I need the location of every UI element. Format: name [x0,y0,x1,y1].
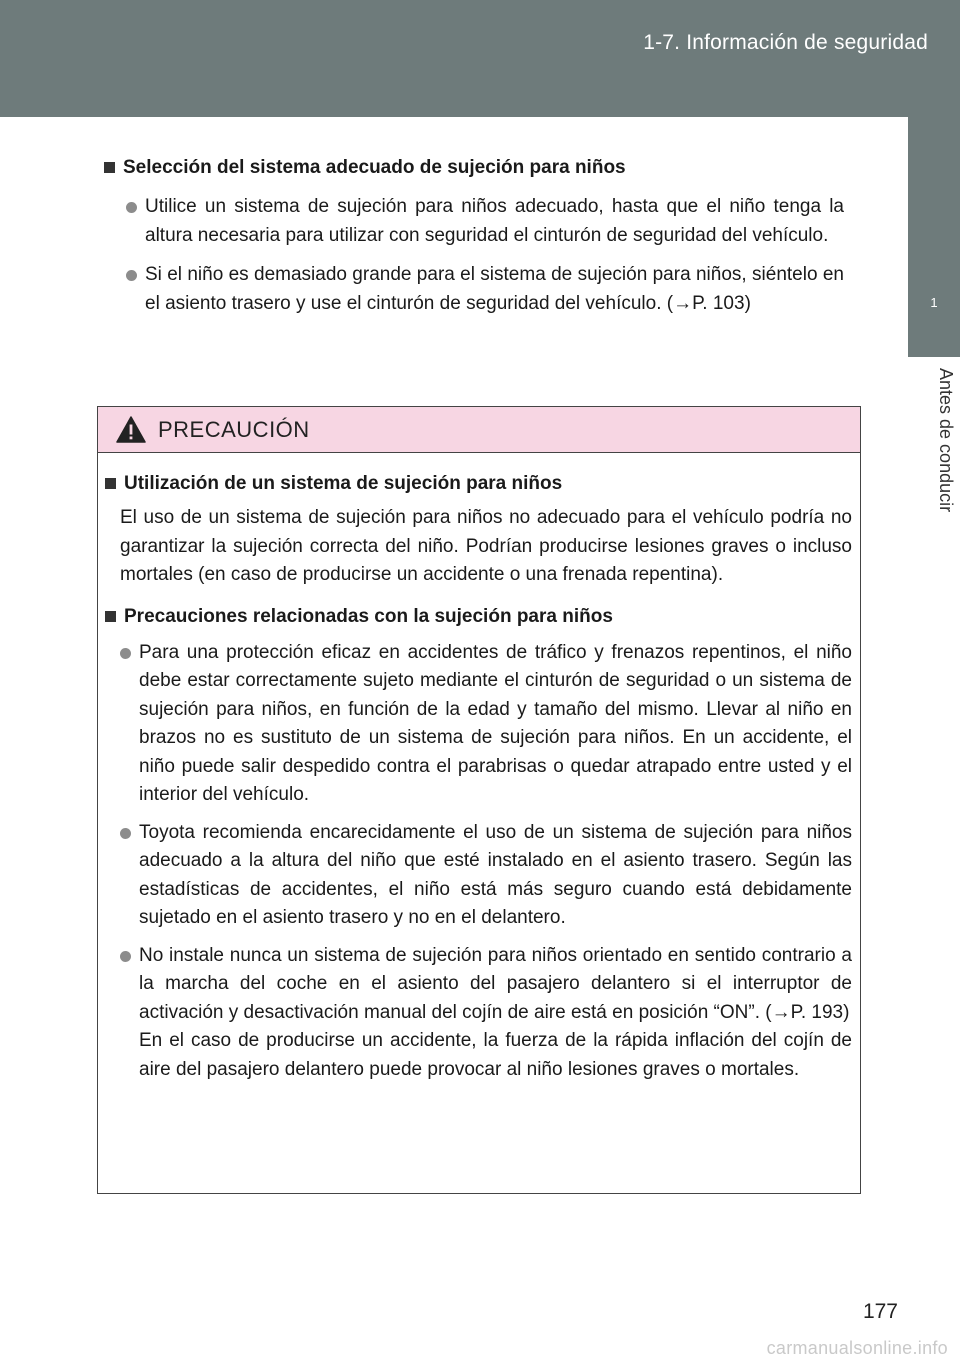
list-item [105,819,852,933]
header-band [0,0,960,117]
list-item [104,261,844,318]
heading-text: Precauciones relacionadas con la sujeción para niños [124,605,613,627]
caution-body [98,453,860,1084]
page-number: 177 [862,1300,898,1323]
list-item [104,193,844,250]
caution-paragraph: El uso de un sistema de sujeción para niños no adecuado para el vehículo podría no garantizar la sujeción correcta del niño. Podrían producirse lesiones graves o incluso mortales (en caso de producirse un accidente o una frenada repentina). [120,507,852,585]
list-item-text [139,942,852,1085]
round-bullet-icon [126,270,137,281]
list-item-text-line: No instale nunca un sistema de sujeción para niños orientado en sentido contrario a la marcha del coche en el asiento del pasajero delantero si el interruptor de activación y desactivación manual del cojín de aire está en posición “ON”. (→P. 193) [139,944,852,1023]
section-heading [104,155,844,181]
list-item-text: Utilice un sistema de sujeción para niños adecuado, hasta que el niño tenga la altura necesaria para utilizar con seguridad el cinturón de seguridad del vehículo. [145,196,844,246]
round-bullet-icon [120,648,131,659]
square-bullet-icon [105,611,116,622]
caution-title: PRECAUCIÓN [158,416,310,442]
caution-section-heading [105,604,852,630]
main-content [104,155,844,318]
square-bullet-icon [105,478,116,489]
caution-box [97,406,861,1194]
list-item-text: Toyota recomienda encarecidamente el uso de un sistema de sujeción para niños adecuado a la altura del niño que esté instalado en el asiento trasero. Según las estadísticas de accidentes, el niño está más seguro cuando está debidamente sujetado en el asiento trasero y no en el delantero. [139,821,852,928]
chapter-number: 1 [930,295,938,310]
round-bullet-icon [120,828,131,839]
warning-triangle-icon [116,416,146,443]
chapter-tab [908,117,960,357]
square-bullet-icon [104,162,115,173]
heading-text: Selección del sistema adecuado de sujeción para niños [123,157,626,178]
caution-section-heading [105,471,852,497]
list-item-text-line: En el caso de producirse un accidente, la fuerza de la rápida inflación del cojín de aire del pasajero delantero puede provocar al niño lesiones graves o mortales. [139,1030,852,1080]
list-item [105,942,852,1085]
list-item [105,639,852,810]
list-item-text: Si el niño es demasiado grande para el sistema de sujeción para niños, siéntelo en el asiento trasero y use el cinturón de seguridad del vehículo. (→P. 103) [145,264,844,314]
round-bullet-icon [120,951,131,962]
heading-text: Utilización de un sistema de sujeción para niños [124,473,563,494]
watermark: carmanualsonline.info [766,1338,948,1358]
section-title: 1-7. Información de seguridad [643,31,928,54]
caution-header [98,407,860,453]
chapter-label: Antes de conducir [936,368,956,513]
round-bullet-icon [126,202,137,213]
list-item-text: Para una protección eficaz en accidentes de tráfico y frenazos repentinos, el niño debe estar correctamente sujeto mediante el cinturón de seguridad o un sistema de sujeción para niños, en función de la edad y tamaño del mismo. Llevar al niño en brazos no es sustituto de un sistema de sujeción para niños. En un accidente, el niño puede salir despedido contra el parabrisas o quedar atrapado entre usted y el interior del vehículo. [139,641,852,805]
